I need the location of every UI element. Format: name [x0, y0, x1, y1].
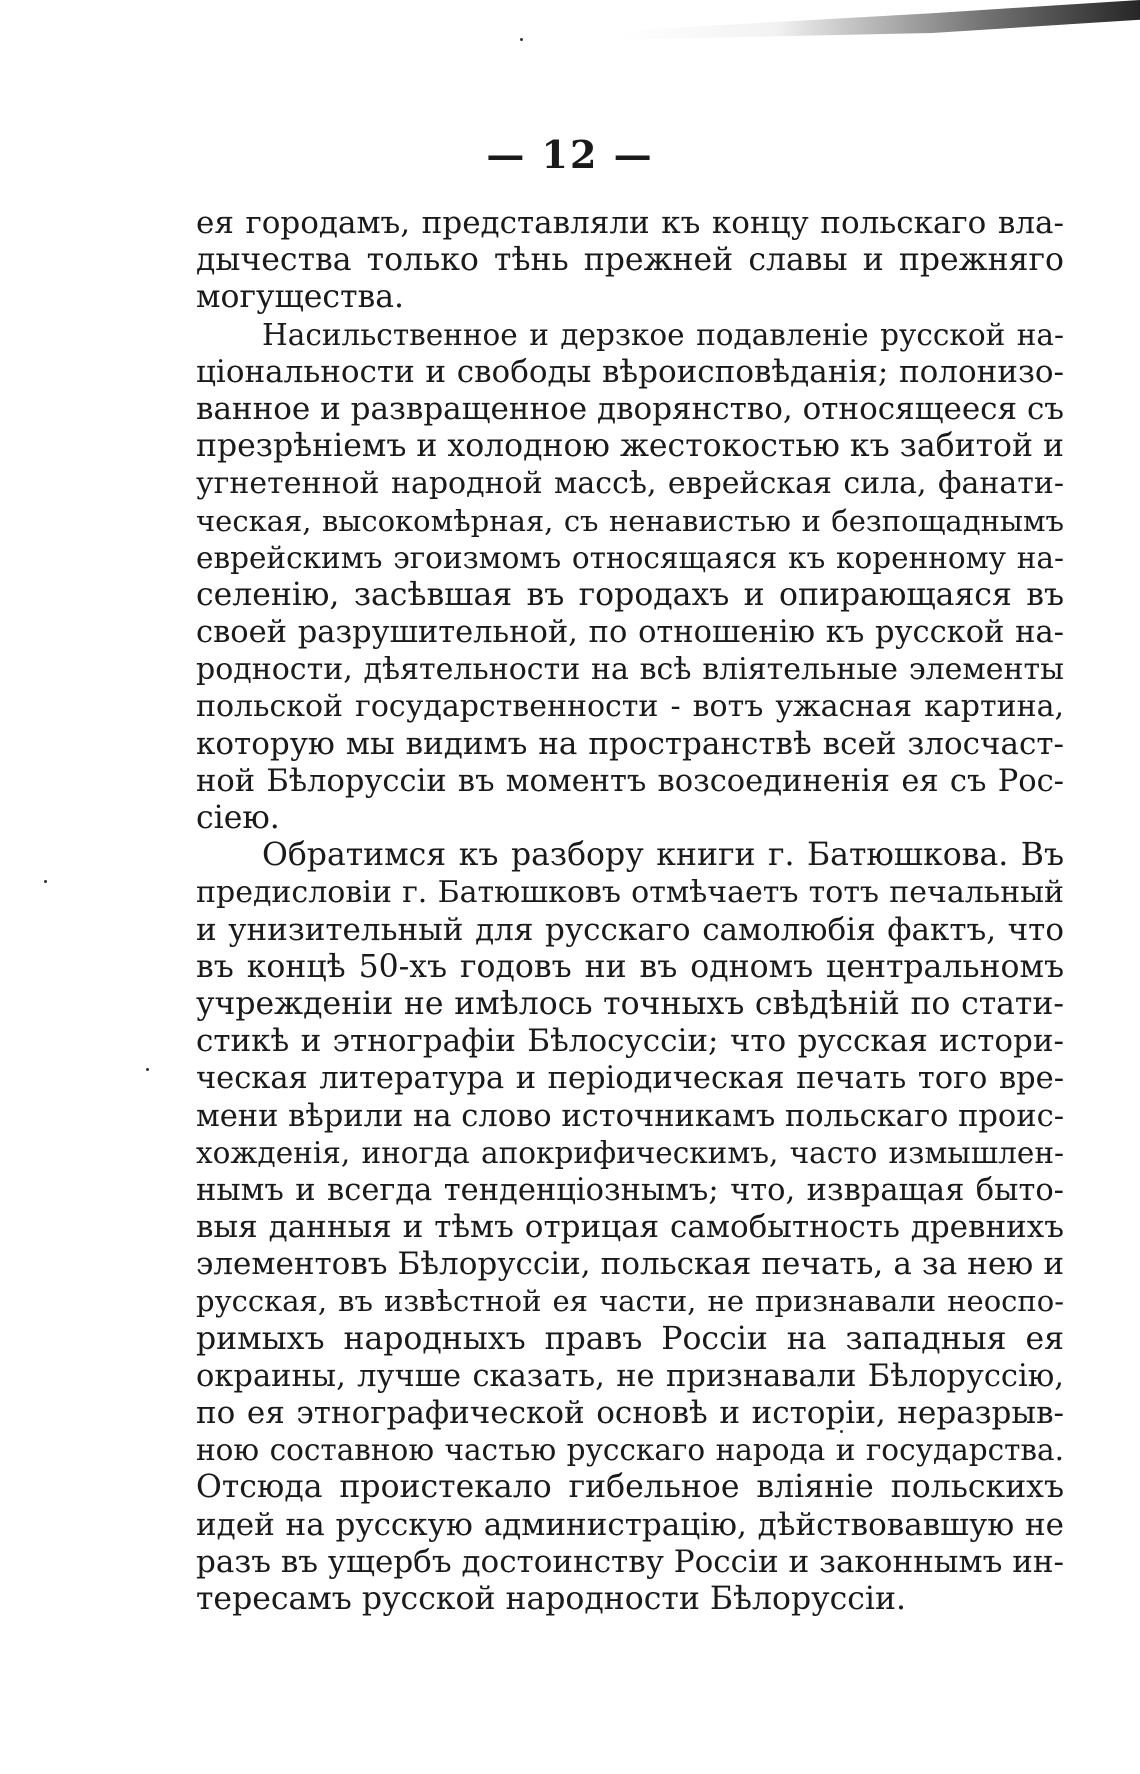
text-line: учрежденіи не имѣлось точныхъ свѣдѣній по стати- [196, 985, 1064, 1022]
text-line: дычества только тѣнь прежней славы и прежняго [196, 242, 1064, 279]
text-line: могущества. [196, 279, 405, 316]
text-line: хожденія, иногда апокрифическимъ, часто измышлен- [196, 1135, 1064, 1170]
text-line: Отсюда проистекало гибельное вліяніе польскихъ [196, 1469, 1064, 1506]
text-line: ною составною частью русскаго народа и государства. [196, 1433, 1064, 1468]
text-line: ческая литература и періодическая печать того вре- [196, 1061, 1064, 1097]
text-line: Насильственное и дерзкое подавленіе русской на- [262, 317, 1064, 352]
text-line: которую мы видимъ на пространствѣ всей злосчаст- [196, 725, 1064, 762]
text-line: въ концѣ 50-хъ годовъ ни въ одномъ центральномъ [196, 948, 1064, 985]
text-line: стикѣ и этнографіи Бѣлосуссіи; что русская истори- [196, 1023, 1064, 1060]
text-line: русская, въ извѣстной ея части, не признавали неоспо- [196, 1284, 1064, 1319]
text-line: идей на русскую администрацію, дѣйствовавшую не [196, 1506, 1064, 1543]
text-line: окраины, лучше сказать, не признавали Бѣлоруссію, [196, 1358, 1064, 1394]
text-line: разъ въ ущербъ достоинству Россіи и законнымъ ин- [196, 1543, 1064, 1580]
text-line: ціональности и свободы вѣроисповѣданія; полонизо- [196, 353, 1064, 390]
body-text [196, 205, 1064, 1618]
text-line: тересамъ русской народности Бѣлоруссіи. [196, 1580, 907, 1617]
text-line: своей разрушительной, по отношенію къ русской на- [196, 615, 1064, 651]
text-line: презрѣніемъ и холодною жестокостью къ забитой и [196, 428, 1064, 465]
text-line: римыхъ народныхъ правъ Россіи на западныя ея [196, 1320, 1064, 1357]
page-number: — 12 — [486, 132, 654, 177]
text-line: ея городамъ, представляли къ концу польскаго вла- [196, 205, 1064, 241]
scan-speck [146, 1068, 149, 1071]
text-line: и унизительный для русскаго самолюбія фактъ, что [196, 911, 1064, 948]
text-line: предисловіи г. Батюшковъ отмѣчаетъ тотъ печальный [196, 875, 1064, 911]
text-line: ческая, высокомѣрная, съ ненавистью и безпощаднымъ [196, 503, 1064, 538]
text-line: польской государственности - вотъ ужасная картина, [196, 689, 1064, 725]
text-line: мени вѣрили на слово источникамъ польскаго проис- [196, 1098, 1064, 1134]
text-line: ной Бѣлоруссіи въ моментъ возсоединенія ея съ Рос- [196, 763, 1064, 799]
scan-speck [44, 880, 47, 883]
text-line: угнетенной народной массѣ, еврейская сила, фанати- [196, 466, 1064, 502]
text-line: нымъ и всегда тенденціознымъ; что, извращая быто- [196, 1172, 1064, 1208]
text-line: родности, дѣятельности на всѣ вліятельные элементы [196, 652, 1064, 688]
scan-speck [520, 38, 523, 41]
text-line: выя данныя и тѣмъ отрицая самобытность древнихъ [196, 1209, 1064, 1246]
scan-edge-shadow [620, 0, 1140, 44]
text-line: еврейскимъ эгоизмомъ относящаяся къ коренному на- [196, 540, 1064, 575]
text-line: Обратимся къ разбору книги г. Батюшкова. Въ [262, 837, 1064, 874]
text-line: по ея этнографической основѣ и исторіи, неразрыв- [196, 1395, 1064, 1431]
text-line: селенію, засѣвшая въ городахъ и опирающаяся въ [196, 576, 1064, 613]
text-line: сіею. [196, 800, 280, 836]
text-line: ванное и развращенное дворянство, относящееся съ [196, 390, 1065, 427]
text-line: элементовъ Бѣлоруссіи, польская печать, а за нею и [196, 1246, 1064, 1283]
